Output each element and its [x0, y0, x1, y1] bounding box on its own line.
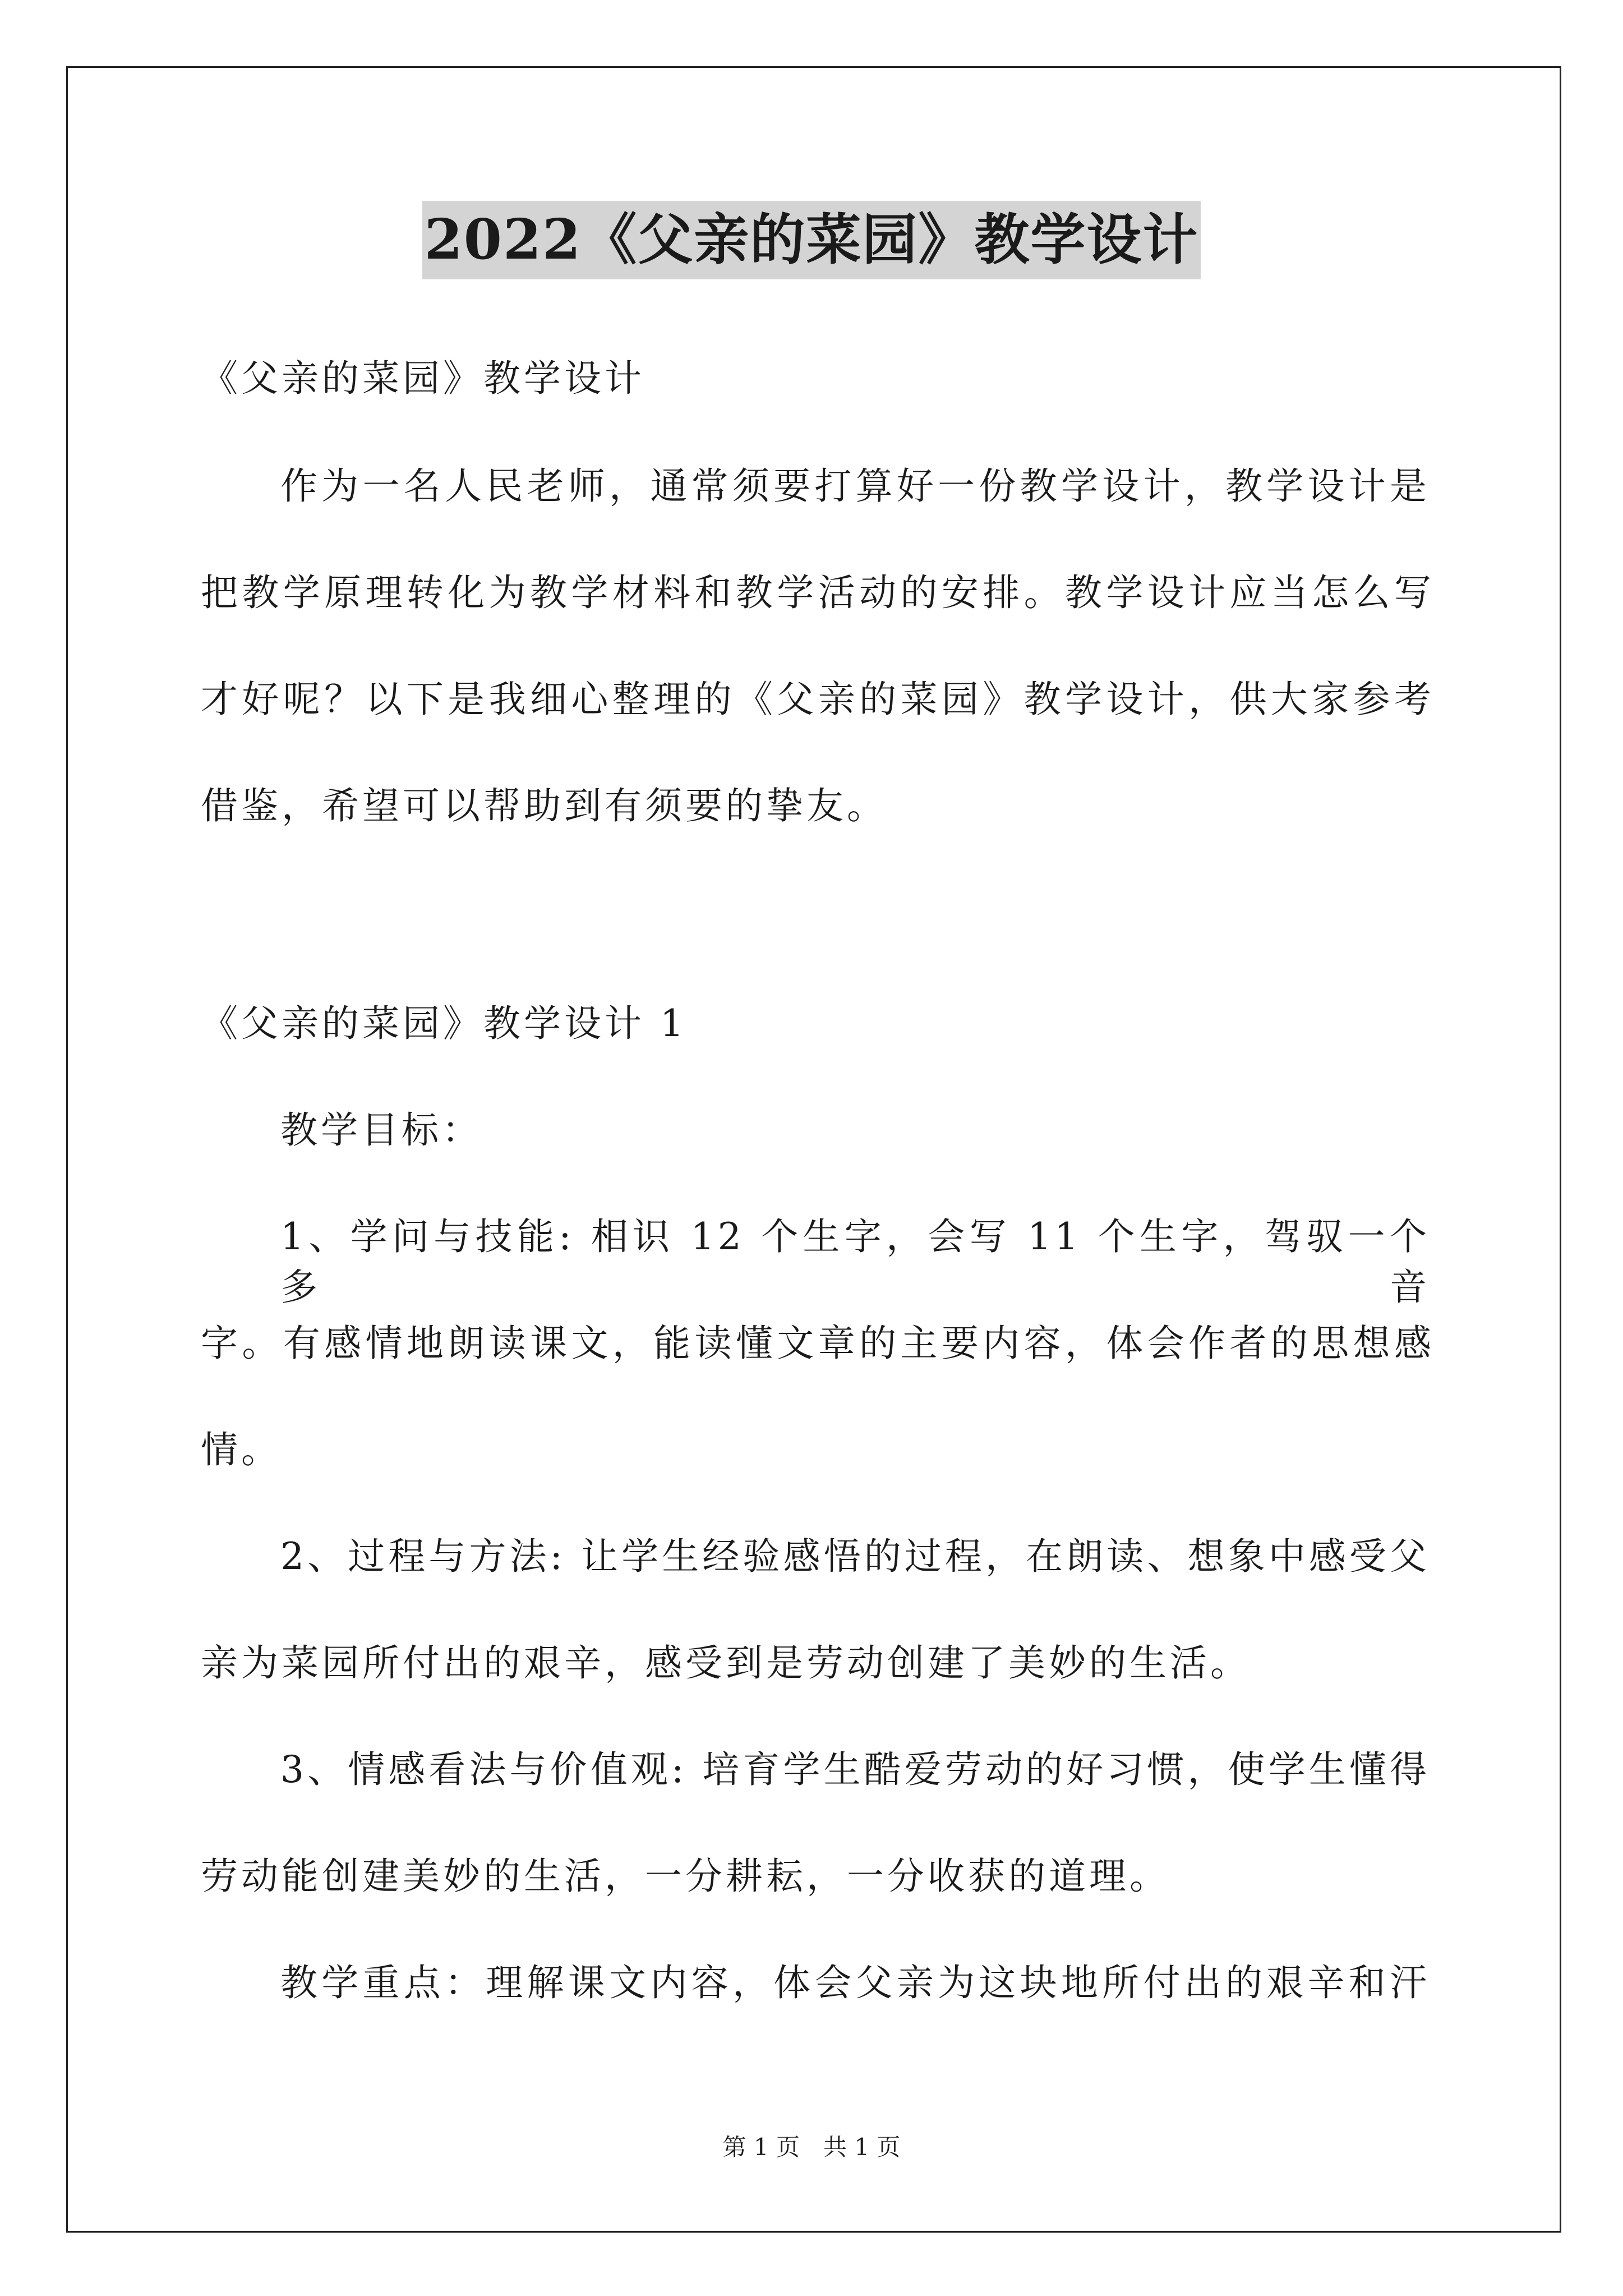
paragraph-line: 作为一名人民老师，通常须要打算好一份教学设计，教学设计是	[280, 464, 1430, 508]
section-heading: 《父亲的菜园》教学设计 1	[201, 1002, 687, 1045]
paragraph-line: 1、学问与技能: 相识 12 个生字，会写 11 个生字，驾驭一个多音	[280, 1215, 1430, 1309]
document-title: 2022《父亲的菜园》教学设计	[422, 201, 1201, 279]
paragraph-line: 字。有感情地朗读课文，能读懂文章的主要内容，体会作者的思想感	[201, 1322, 1435, 1365]
paragraph-line: 借鉴，希望可以帮助到有须要的挚友。	[201, 784, 887, 827]
paragraph-line: 亲为菜园所付出的艰辛，感受到是劳动创建了美妙的生活。	[201, 1641, 1251, 1685]
title-container	[0, 201, 1623, 279]
subtitle-line: 《父亲的菜园》教学设计	[201, 357, 645, 400]
paragraph-line: 把教学原理转化为教学材料和教学活动的安排。教学设计应当怎么写	[201, 571, 1435, 614]
page-footer: 第 1 页 共 1 页	[722, 2133, 901, 2161]
paragraph-line: 教学重点：理解课文内容，体会父亲为这块地所付出的艰辛和汗	[280, 1961, 1430, 2004]
section-label: 教学目标：	[280, 1108, 482, 1152]
paragraph-line: 3、情感看法与价值观: 培育学生酷爱劳动的好习惯，使学生懂得	[280, 1748, 1430, 1791]
paragraph-line: 劳动能创建美妙的生活，一分耕耘，一分收获的道理。	[201, 1855, 1170, 1898]
paragraph-line: 2、过程与方法: 让学生经验感悟的过程，在朗读、想象中感受父	[280, 1535, 1430, 1578]
paragraph-line: 才好呢？以下是我细心整理的《父亲的菜园》教学设计，供大家参考	[201, 678, 1435, 721]
paragraph-line: 情。	[201, 1428, 282, 1471]
